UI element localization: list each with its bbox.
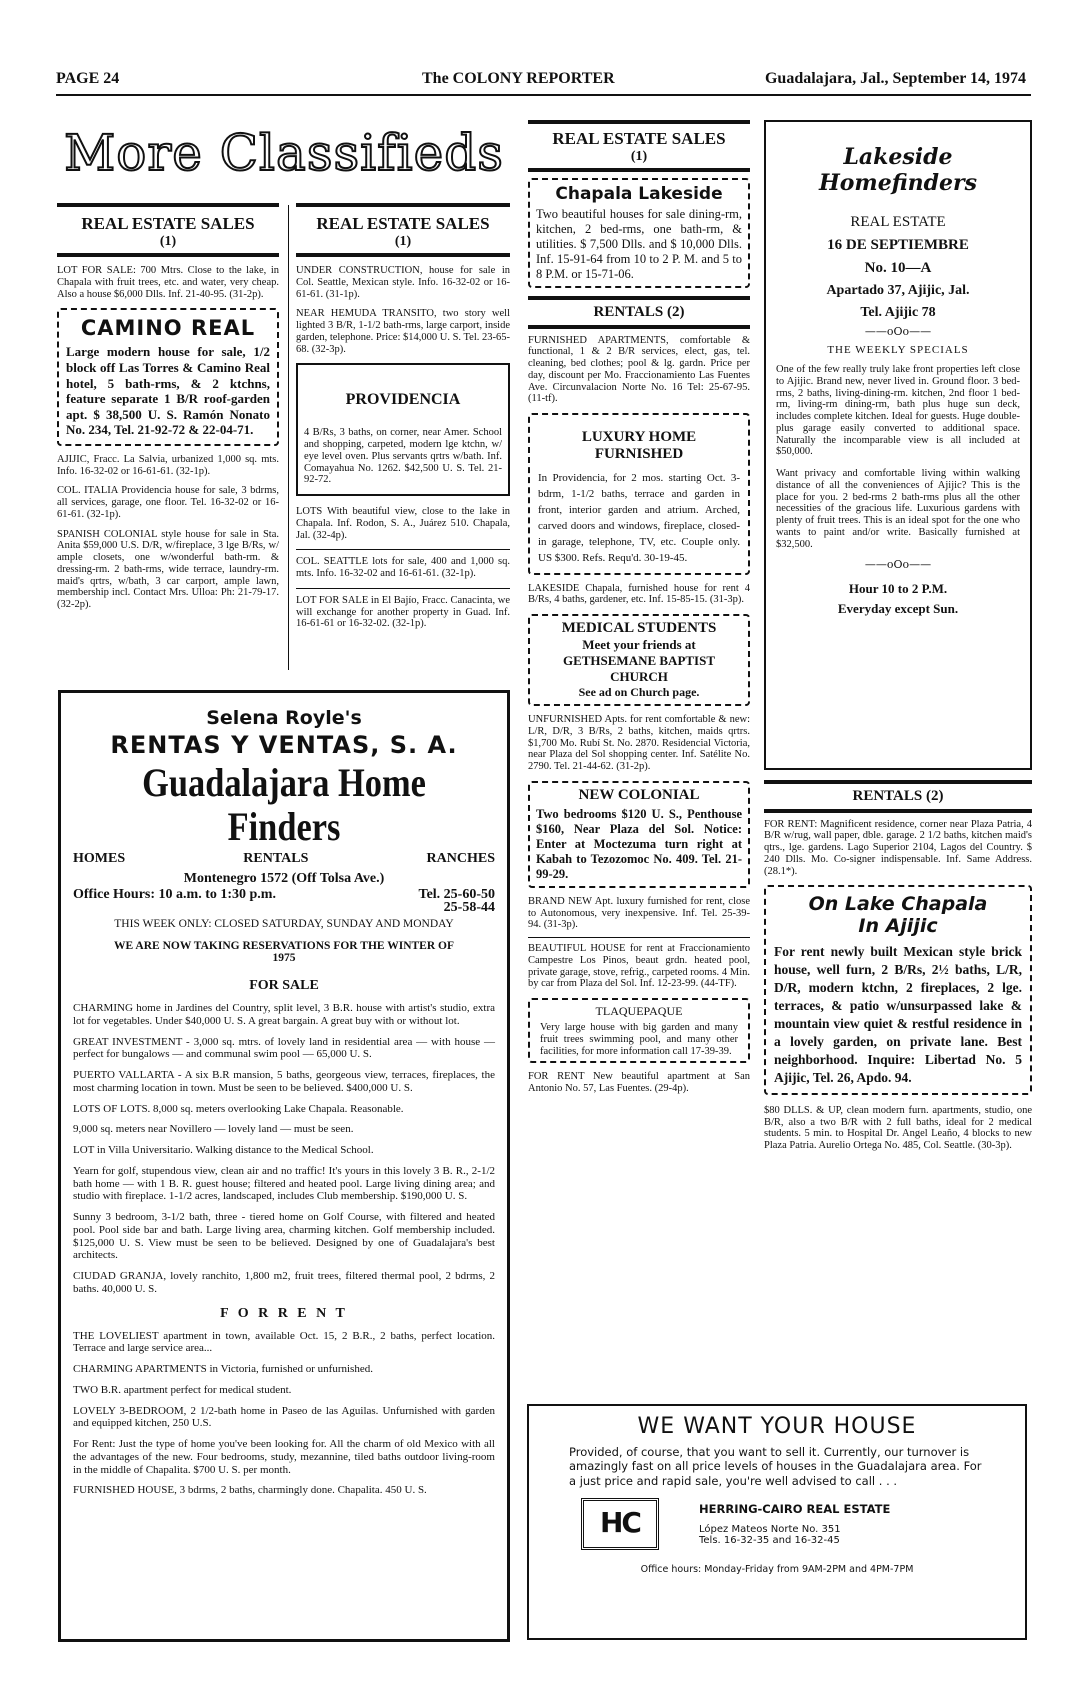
hf-label: REAL ESTATE [850,214,946,230]
rent-item: LOVELY 3-BEDROOM, 2 1/2-bath home in Paseo de las Aguilas. Unfurnished with garden and equipped kitchen, 250 U.S. [73,1404,495,1430]
herring-cairo-ad [527,1404,1027,1640]
sale-item: LOTS OF LOTS. 8,000 sq. meters overlooking Lake Chapala. Reasonable. [73,1102,404,1115]
new-colonial-ad [528,781,750,888]
ad-san-antonio: FOR RENT New beautiful apartment at San Antonio No. 57, Las Fuentes. (29-4p). [528,1071,750,1095]
sale-item: Yearn for golf, stupendous view, clean air and no traffic! It's yours in this lovely 3 B. R., 2-1/2 bath home — with 1 B. R. guest house; filtered and heated pool. Large living dining area; and studio with fireplace. 1-1/2 acres, landscaped, includes Club membership. $190,000 U. S. [73,1164,495,1203]
column-1 [57,203,279,611]
ad-tel2: 25-58-44 [443,900,495,915]
rule [296,588,510,589]
rule [528,296,750,300]
rule [57,203,279,207]
herring-body: Provided, of course, that you want to sell it. Currently, our turnover is amazingly fast on all price levels of houses in the Guadalajara area. For a just price and rapid sale, you're well advised to call . . . [569,1445,982,1488]
rule [296,549,510,550]
section-title: More Classifieds [64,124,504,182]
tag-homes: HOMES [73,851,126,866]
rule [764,809,1032,813]
ad-hemuda: NEAR HEMUDA TRANSITO, two story well lighted 3 B/R, 1-1/2 bath-rms, large carport, inside garden, telephone. Price: $14,000 U. S. Tel. 23-65-68. (32-3p). [296,308,510,355]
providencia-title: PROVIDENCIA [345,391,461,409]
rent-item: FURNISHED HOUSE, 3 bdrms, 2 baths, charmingly done. Chapalita. 450 U. S. [73,1484,427,1497]
ad-tel: Tel. 25-60-50 [418,887,495,902]
ad-hours: Office Hours: 10 a.m. to 1:30 p.m. [73,887,276,902]
providencia-ad [296,363,510,496]
special-1: One of the few really truly lake front properties left close to Ajijic. Brand new, never lived in. Ground floor. 3 bed-rms, 2 baths, living-dining-rm. kitchen, 2nd floor 1 bed-rm, living-rm dining-rm, bath plus huge sun deck, includes complete kitchen. Ideal for guests. Huge double-plus garage easily converted to additional space. Naturally the incomparable view is all included at $50,000. [776,364,1020,458]
sale-item: LOT in Villa Universitario. Walking distance to the Medical School. [73,1144,374,1156]
dateline: Guadalajara, Jal., September 14, 1974 [764,70,1026,87]
herring-headline: WE WANT YOUR HOUSE [637,1414,917,1439]
hf-ornament: ——oOo—— [864,325,932,338]
col1-header: REAL ESTATE SALES [81,214,255,233]
tlaquepaque-ad [528,998,750,1063]
sale-item: Sunny 3 bedroom, 3-1/2 bath, three - tiered home on Golf Course, with filtered and heated pool. Pool side bar and bath. Large living area, charming kitchen. Golf membership included. $125,000 U. S. View must be seen to be believed. Designed by one of Guadalajara's best architects. [73,1211,495,1262]
hf-number: No. 10—A [864,260,932,276]
ad-spanish: SPANISH COLONIAL style house for sale in Sta. Anita $59,000 U.S. D/R, w/fireplace, 3 lge B/Rs, w/ ample closets, one w/wonderful bath-rm. & dressing-rm. 2 bath-rms, wide terrace, laundry-rm. maid's qrtrs, w/bath, 3 car carport, ample lawn, membership incl. Contact Mrs. Ulloa: Ph: 21-79-17. (32-2p). [57,528,279,611]
camino-body: Large modern house for sale, 1/2 block off Las Torres & Camino Real hotel, 5 bath-rms, & 2 ktchns, feature separate 1 B/R roof-garden apt. $ 38,500 U. S. Ramón Nonato No. 234, Tel. 21-92-72 & 22-04-71. [66,344,270,438]
camino-title: CAMINO REAL [80,316,256,341]
rule [528,168,750,172]
col3-rentals-header: RENTALS (2) [593,304,685,321]
hf-hours-1: Hour 10 to 2 P.M. [848,581,948,597]
hf-apartado: Apartado 37, Ajijic, Jal. [826,283,970,298]
hf-ornament-2: ——oOo—— [864,558,932,572]
providencia-body: 4 B/Rs, 3 baths, on corner, near Amer. School and shopping, carpeted, modern lge ktchn, w/ eye level oven. Plus servants qrtrs w/bath. Inf. Comayahua No. 1262. $42,500 U. S. Tel. 21-92-72. [304,427,502,486]
herring-hours: Office hours: Monday-Friday from 9AM-2PM and 4PM-7PM [640,1564,914,1576]
rent-item: CHARMING APARTMENTS in Victoria, furnished or unfurnished. [73,1363,373,1375]
ad-furnished-apts: FURNISHED APARTMENTS, comfortable & functional, 1 & 2 B/R services, elect, gas, tel. cleaning, bed clothes; pool & lg. gardn. Price per day, discount per Mo. Fraccionamiento Las Fuentes Ave. Circunvalacion Norte No. 16 Tel: 25-67-95. (11-tf). [528,334,750,405]
hf-street: 16 DE SEPTIEMBRE [827,237,969,253]
sale-list [73,1002,495,1296]
ad-ajijic: AJIJIC, Fracc. La Salvia, urbanized 1,000 sq. mts. Info. 16-32-02 or 16-61-61. (32-1p). [57,453,279,477]
ad-lots-view: LOTS With beautiful view, close to the lake in Chapala. Inf. Rodon, S. A., Juárez 510. Chapala, Jal. (32-4p). [296,506,510,541]
herring-contact [699,1502,890,1546]
medical-line3: CHURCH [610,669,668,685]
medical-line1: Meet your friends at [582,637,696,653]
col3-sub: (1) [630,148,648,164]
luxury-title: LUXURY HOME FURNISHED [581,429,697,463]
rent-list [73,1330,495,1498]
rule [57,253,279,257]
col2-sub: (1) [394,233,412,249]
ad-company: RENTAS Y VENTAS, S. A. [110,731,458,759]
ad-title: Guadalajara Home Finders [142,760,426,849]
specials-title: THE WEEKLY SPECIALS [827,344,969,356]
col1-sub: (1) [159,233,177,249]
rent-item: TWO B.R. apartment perfect for medical student. [73,1383,292,1396]
ad-unfurnished: UNFURNISHED Apts. for rent comfortable & new: L/R, D/R, 3 B/Rs, 2 baths, kitchen, maids qrtrs. $1,700 Mo. Rubí St. No. 2870. Residencial Victoria, near Plaza del Sol shopping center. Inf. Satélite No. 2790. Tel. 21-44-62. (31-2p). [528,714,750,773]
lakeside-homefinders-ad [764,120,1032,770]
rent-item: For Rent: Just the type of home you've been looking for. All the charm of old Mexico with all the advantages of the new. Four bedrooms, study, mezannine, tiled baths outdoor living-room in the middle of Chapalita. $700 U. S. per month. [73,1438,495,1476]
medical-title: MEDICAL STUDENTS [561,620,717,637]
herring-tels: Tels. 16-32-35 and 16-32-45 [699,1535,840,1547]
sale-item: PUERTO VALLARTA - A six B.R mansion, 5 baths, georgeous view, terraces, fireplaces, the most charming location in town. Must be seen to be believed. $400,000 U. S. [73,1069,495,1094]
ad-name: Selena Royle's [206,707,362,729]
for-rent-title: F O R R E N T [220,1305,348,1321]
masthead [56,68,1046,90]
ad-address: Montenegro 1572 (Off Tolsa Ave.) [183,871,385,886]
sale-item: GREAT INVESTMENT - 3,000 sq. mtrs. of lovely land in residential area — with house — perfect for bungalows — and communal swim pool — 65,000 U. S. [73,1035,495,1061]
lc-body: For rent newly built Mexican style brick house, well furn, 2 B/Rs, 2½ baths, L/R, D/R, modern ktchn, 2 fireplaces, 2 lge. terraces, & patio w/unsurpassed lake & mountain view quiet & restful residence in a lovely garden, on private lane. Best neighborhood. Inquire: Libertad No. 5 Ajijic, Tel. 26, Apdo. 94. [774,944,1022,1085]
sale-item: CIUDAD GRANJA, lovely ranchito, 1,800 m2, fruit trees, filtered thermal pool, 2 bdrms, 2 baths. 40,000 U. S. [73,1270,495,1295]
medical-students-ad [528,614,750,706]
col2-header: REAL ESTATE SALES [316,214,490,233]
medical-line4: See ad on Church page. [578,685,700,700]
ad-el-bajio: LOT FOR SALE in El Bajío, Fracc. Canacinta, we will exchange for another property in Guad. Inf. 16-61-61 or 16-32-02. (32-1p). [296,594,510,630]
ad-lakeside-chapala: LAKESIDE Chapala, furnished house for rent 4 B/Rs, 4 baths, gardener, etc. Inf. 15-85-15. (31-3p). [528,582,750,606]
for-sale-title: FOR SALE [249,978,319,993]
column-2 [296,203,510,630]
lake-chapala-ad [764,885,1032,1095]
rule [528,937,750,938]
camino-real-ad [57,308,279,446]
tag-ranches: RANCHES [426,851,495,866]
home-finders-ad [58,690,510,1642]
chapala-body: Two beautiful houses for sale dining-rm, kitchen, 2 bed-rms, one bath-rm, & utilities. $ 7,500 Dlls. and $ 10,000 Dlls. Inf. 15-91-64 from 10 to 2 P. M. and 5 to 8 P.M. or 15-71-06. [536,207,742,282]
new-colonial-body: Two bedrooms $120 U. S., Penthouse $160, Near Plaza del Sol. Notice: Enter at Moctezuma turn right at Kabah to Tezozomoc No. 409. Tel. 21-99-29. [536,806,742,881]
tlaquepaque-title: TLAQUEPAQUE [595,1004,683,1019]
col4-rentals-header: RENTALS (2) [852,788,944,804]
chapala-lakeside-ad [528,178,750,288]
rule [296,203,510,207]
ad-col-seattle: COL. SEATTLE lots for sale, 400 and 1,000 sq. mts. Info. 16-32-02 and 16-61-61. (32-1p). [296,556,510,580]
herring-footer [581,1498,1003,1550]
luxury-home-ad [528,413,750,575]
lc-title-1: On Lake Chapala [808,893,988,916]
chapala-title: Chapala Lakeside [555,184,723,205]
rule [528,325,750,329]
paper-name: The COLONY REPORTER [422,70,615,87]
new-colonial-title: NEW COLONIAL [578,786,700,803]
brand-line2: Homefinders [818,170,978,196]
column-4 [764,120,1032,1152]
herring-logo: HC [581,1498,659,1550]
herring-address: López Mateos Norte No. 351 [699,1524,841,1536]
page-number: PAGE 24 [56,70,120,87]
brand-line1: Lakeside [843,144,953,170]
ad-tags [73,851,495,867]
ad-magnificent: FOR RENT: Magnificent residence, corner near Plaza Patria, 4 B/R w/rug, wall paper, dble. garage. 2 1/2 baths, kitchen maid's qtrs., lge. gardens. Lago Superior 2104, Lagos del Country. $ 240 Dlls. Mo. Co-signer indispensable. Inf. Same Address. (28.1*). [764,818,1032,877]
hf-hours-2: Everyday except Sun. [837,601,959,617]
ad-dlls: $80 DLLS. & UP, clean modern furn. apartments, studio, one B/R, also a two B/R with 2 full baths, ideal for 2 medical students. 5 min. to Hospital Dr. Angel Leaño, 4 blocks to new Plaza Patria. Aurelio Ortega No. 485, Col. Seattle. (30-3p). [764,1104,1032,1152]
hf-tel: Tel. Ajijic 78 [860,305,936,320]
ad-brand-new: BRAND NEW Apt. luxury furnished for rent, close to Autonomous, very inexpensive. Inf. Tel. 25-39-94. (31-3p). [528,895,750,931]
ad-reservations: WE ARE NOW TAKING RESERVATIONS FOR THE WINTER OF 1975 [114,940,454,964]
ad-col-italia: COL. ITALIA Providencia house for sale, 3 bdrms, all services, garage, one floor. Tel. 16-32-02 or 16-61-61. (32-1p). [57,485,279,520]
ad-closed: THIS WEEK ONLY: CLOSED SATURDAY, SUNDAY AND MONDAY [114,918,454,930]
sale-item: CHARMING home in Jardines del Country, split level, 3 B.R. house with artist's studio, extra lot for vegetables. Under $40,000 U. S. A great bargain. A great buy with or without lot. [73,1002,495,1027]
ad-lot: LOT FOR SALE: 700 Mtrs. Close to the lake, in Chapala with fruit trees, etc. and water, very cheap. Also a house $6,000 Dlls. Inf. 21-40-95. (31-2p). [57,265,279,300]
herring-company: HERRING-CAIRO REAL ESTATE [699,1502,891,1517]
medical-line2: GETHSEMANE BAPTIST [562,653,716,669]
sale-item: 9,000 sq. meters near Novillero — lovely land — must be seen. [73,1123,354,1136]
col3-header: REAL ESTATE SALES [552,129,726,148]
ad-under-construction: UNDER CONSTRUCTION, house for sale in Col. Seattle, Mexican style. Info. 16-32-02 or 16-61-61. (31-1p). [296,265,510,300]
tag-rentals: RENTALS [243,851,309,866]
masthead-rule [56,94,1031,96]
col-divider [288,205,289,670]
luxury-body: In Providencia, for 2 mos. starting Oct. 3-bdrm, 1-1/2 baths, terrace and garden in front, interior garden and atrium. Arched, carved doors and windows, fireplace, closed-in garage, telephone, TV, etc. Couple only. US $300. Refs. Requ'd. 30-19-45. [538,472,740,564]
special-2: Want privacy and comfortable living within walking distance of all the conveniences of Ajijic? This is the place for you. 2 bed-rms 2 bath-rms plus all the other necessities of the gracious life. Luxurious gardens with plenty of fruit trees. This is an ideal spot for the one who wants to paint and/or write. Basically furnished at $32,500. [776,468,1020,550]
rule [528,120,750,124]
rule [764,780,1032,784]
tlaquepaque-body: Very large house with big garden and many fruit trees swimming pool, and many other facilities, for more information call 17-39-39. [540,1022,738,1057]
lc-title-2: In Ajijic [858,915,938,938]
rule [296,253,510,257]
ad-beautiful-house: BEAUTIFUL HOUSE for rent at Fraccionamiento Campestre Los Pinos, beaut grdn. heated pool, private garage, stove, refrig., carpeted rooms. 4 Min. by car from Plaza del Sol. Inf. 12-23-99. (44-TF). [528,943,750,990]
column-3 [528,120,750,1095]
rent-item: THE LOVELIEST apartment in town, available Oct. 15, 2 B.R., 2 baths, perfect location. Terrace and large service area... [73,1329,495,1355]
